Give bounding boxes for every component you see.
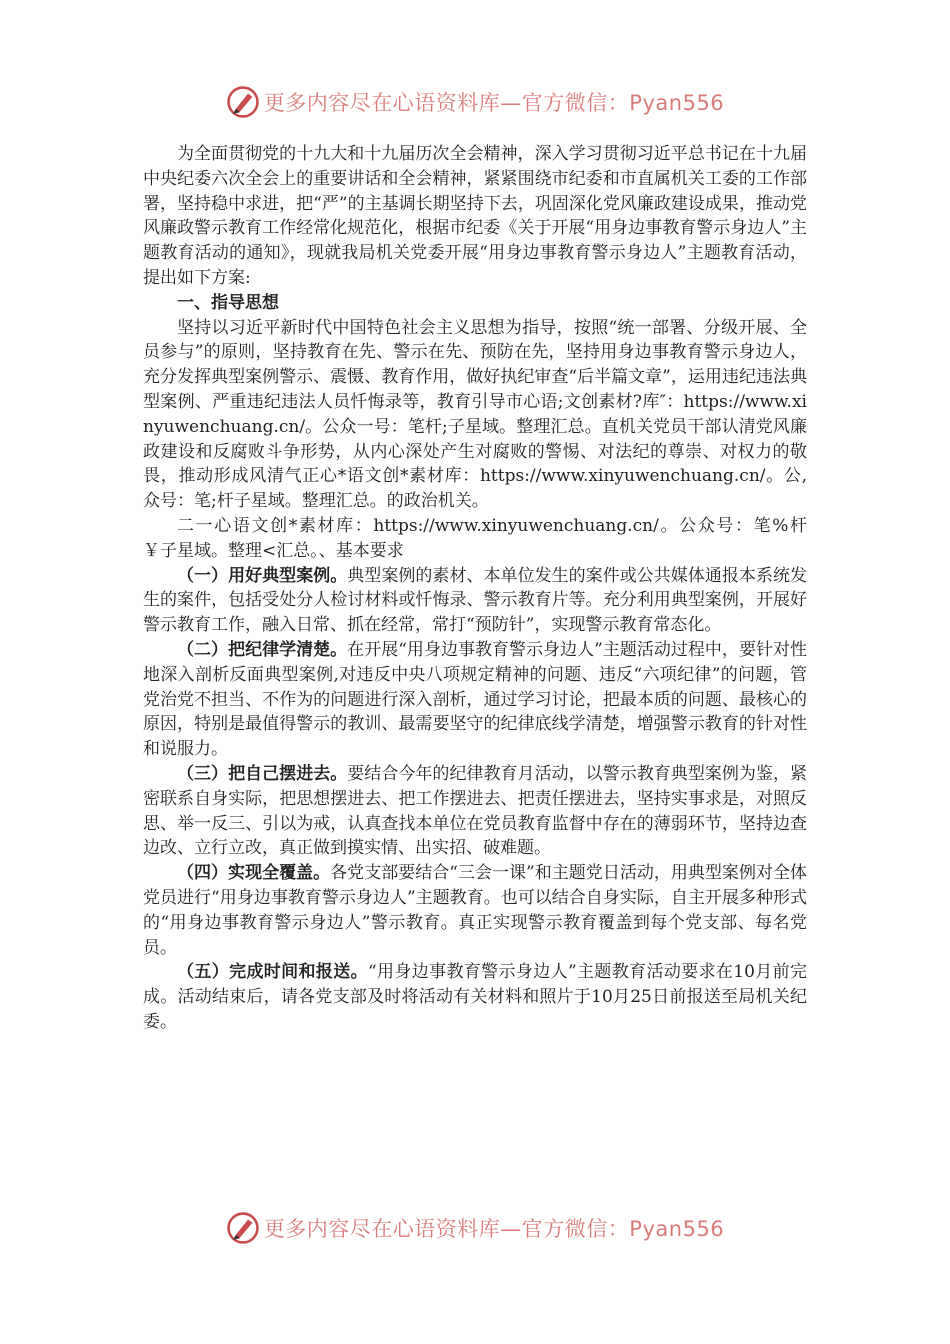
guiding-thought-paragraph: 坚持以习近平新时代中国特色社会主义思想为指导，按照“统一部署、分级开展、全员参与”的原则，坚持教育在先、警示在先、预防在先，坚持用身边事教育警示身边人，充分发挥典型案例警示、震慑、教育作用，做好执纪审查“后半篇文章”，运用违纪违法典型案例、严重违纪违法人员忏悔录等，教育引导市心语;文创素材?库″：https://www.xinyuwenchuang.cn/。公众一号：笔杆;子星域。整理汇总。直机关党员干部认清党风廉政建设和反腐败斗争形势，从内心深处产生对腐败的警惕、对法纪的尊崇、对权力的敬畏，推动形成风清气正心*语文创*素材库：https://www.xinyuwenchuang.cn/。公,众号：笔;杆子星域。整理汇总。的政治机关。: [143, 317, 807, 512]
requirement-item: [143, 762, 807, 861]
requirement-label: （二）把纪律学清楚。: [177, 639, 348, 660]
requirement-label: （三）把自己摆进去。: [177, 763, 348, 784]
requirement-text: 在开展“用身边事教育警示身边人”主题活动过程中，要针对性地深入剖析反面典型案例,对违反中央八项规定精神的问题、违反“六项纪律”的问题，管党治党不担当、不作为的问题进行深入剖析，通过学习讨论，把最本质的问题、最核心的原因，特别是最值得警示的教训、最需要坚守的纪律底线学清楚，增强警示教育的针对性和说服力。: [143, 639, 807, 760]
document-body: [143, 142, 807, 1035]
requirement-label: （四）实现全覆盖。: [177, 863, 331, 884]
footer-watermark: [0, 1208, 950, 1248]
requirement-text: 各党支部要结合“三会一课”和主题党日活动，用典型案例对全体党员进行“用身边事教育警示身边人”主题教育。也可以结合自身实际，自主开展多种形式的“用身边事教育警示身边人”警示教育。真正实现警示教育覆盖到每个党支部、每名党员。: [143, 863, 807, 958]
requirement-item: [143, 638, 807, 762]
section-heading-basic-requirements: 二一心语文创*素材库：https://www.xinyuwenchuang.cn/。公众号：笔%杆￥子星域。整理<汇总。、基本要求: [143, 515, 807, 561]
requirement-item: [143, 960, 807, 1034]
section-heading-guiding-thought: 一、指导思想: [177, 292, 279, 313]
watermark-text: 更多内容尽在心语资料库—官方微信：Pyan556: [263, 91, 725, 115]
requirement-item: [143, 564, 807, 638]
requirement-text: 典型案例的素材、本单位发生的案件或公共媒体通报本系统发生的案件，包括受处分人检讨材料或忏悔录、警示教育片等。充分利用典型案例，开展好警示教育工作，融入日常、抓在经常，常打“预防针”，实现警示教育常态化。: [143, 565, 808, 636]
watermark-text: 更多内容尽在心语资料库—官方微信：Pyan556: [263, 1217, 725, 1241]
pen-nib-logo-icon: [226, 85, 260, 119]
requirement-text: “用身边事教育警示身边人”主题教育活动要求在10月前完成。活动结束后，请各党支部及时将活动有关材料和照片于10月25日前报送至局机关纪委。: [143, 962, 807, 1032]
requirement-label: （一）用好典型案例。: [177, 565, 348, 586]
requirement-item: [143, 861, 807, 960]
intro-paragraph: 为全面贯彻党的十九大和十九届历次全会精神，深入学习贯彻习近平总书记在十九届中央纪委六次全会上的重要讲话和全会精神，紧紧围绕市纪委和市直属机关工委的工作部署，坚持稳中求进，把“严”的主基调长期坚持下去，巩固深化党风廉政建设成果，推动党风廉政警示教育工作经常化规范化，根据市纪委《关于开展“用身边事教育警示身边人”主题教育活动的通知》，现就我局机关党委开展“用身边事教育警示身边人”主题教育活动，提出如下方案:: [143, 144, 807, 288]
requirement-text: 要结合今年的纪律教育月活动，以警示教育典型案例为鉴，紧密联系自身实际，把思想摆进去、把工作摆进去、把责任摆进去，坚持实事求是，对照反思、举一反三、引以为戒，认真查找本单位在党员教育监督中存在的薄弱环节，坚持边查边改、立行立改，真正做到摸实情、出实招、破难题。: [143, 763, 808, 859]
requirement-label: （五）完成时间和报送。: [177, 962, 368, 983]
header-watermark: [0, 82, 950, 122]
pen-nib-logo-icon: [226, 1211, 260, 1245]
